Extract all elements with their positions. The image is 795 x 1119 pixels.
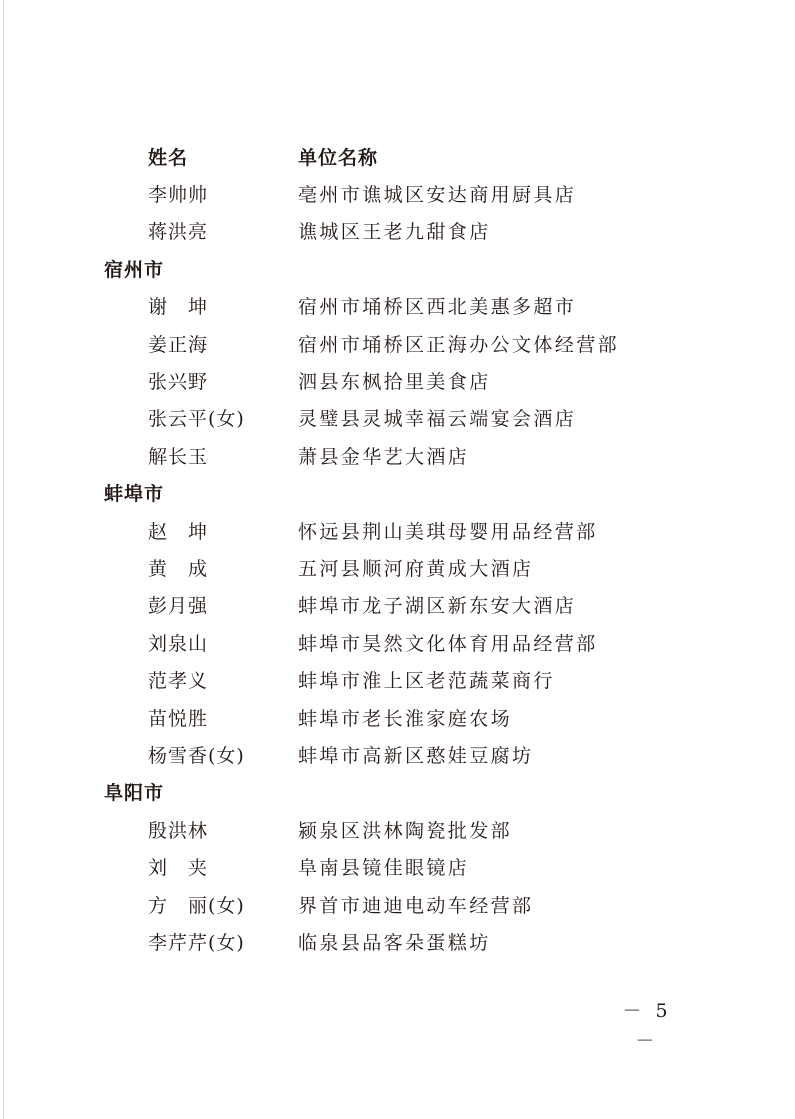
person-name: 杨雪香(女) — [148, 745, 245, 767]
person-name: 姜正海 — [148, 333, 209, 356]
list-item — [0, 439, 795, 476]
city-heading-row — [0, 775, 795, 812]
list-item — [0, 588, 795, 625]
person-name: 苗悦胜 — [148, 707, 209, 730]
person-name: 赵 坤 — [148, 520, 209, 543]
person-name: 张兴野 — [148, 371, 209, 393]
organization-name: 蚌埠市老长淮家庭农场 — [298, 707, 513, 730]
organization-name: 谯城区王老九甜食店 — [298, 221, 491, 244]
city-heading-row — [0, 476, 795, 513]
list-item — [0, 551, 795, 588]
list-item — [0, 888, 795, 925]
list-item — [0, 626, 795, 663]
organization-name: 宿州市埇桥区西北美惠多超市 — [298, 296, 577, 319]
person-name: 蒋洪亮 — [148, 221, 209, 244]
list-item — [0, 514, 795, 551]
organization-name: 临泉县品客朵蛋糕坊 — [298, 932, 491, 954]
organization-name: 五河县顺河府黄成大酒店 — [298, 558, 534, 580]
organization-name: 蚌埠市龙子湖区新东安大酒店 — [298, 595, 577, 618]
city-heading-row — [0, 252, 795, 289]
page-number: － 5 － — [622, 1000, 672, 1052]
list-item — [0, 401, 795, 438]
list-item — [0, 925, 795, 962]
person-name: 殷洪林 — [148, 819, 209, 842]
organization-name: 亳州市谯城区安达商用厨具店 — [298, 184, 577, 206]
organization-name: 泗县东枫拾里美食店 — [298, 371, 491, 393]
list-item — [0, 364, 795, 401]
organization-name: 颍泉区洪林陶瓷批发部 — [298, 819, 513, 842]
person-name: 解长玉 — [148, 445, 209, 468]
person-name: 李帅帅 — [148, 184, 209, 206]
list-item — [0, 289, 795, 326]
city-heading: 宿州市 — [104, 258, 165, 281]
list-item — [0, 177, 795, 214]
name-column-header: 姓名 — [148, 147, 189, 169]
unit-column-header: 单位名称 — [298, 147, 379, 169]
list-item — [0, 327, 795, 364]
organization-name: 界首市迪迪电动车经营部 — [298, 894, 534, 917]
organization-name: 蚌埠市昊然文化体育用品经营部 — [298, 632, 598, 655]
list-item — [0, 701, 795, 738]
city-heading: 蚌埠市 — [104, 483, 165, 506]
person-name: 方 丽(女) — [148, 894, 245, 917]
person-name: 范孝义 — [148, 670, 209, 693]
list-item — [0, 663, 795, 700]
organization-name: 蚌埠市淮上区老范蔬菜商行 — [298, 670, 555, 693]
organization-name: 怀远县荆山美琪母婴用品经营部 — [298, 520, 598, 543]
person-name: 彭月强 — [148, 595, 209, 618]
organization-name: 灵璧县灵城幸福云端宴会酒店 — [298, 408, 577, 431]
organization-name: 阜南县镜佳眼镜店 — [298, 857, 470, 880]
list-item — [0, 214, 795, 251]
organization-name: 宿州市埇桥区正海办公文体经营部 — [298, 333, 620, 356]
list-item — [0, 813, 795, 850]
city-heading: 阜阳市 — [104, 782, 165, 805]
list-item — [0, 738, 795, 775]
person-name: 谢 坤 — [148, 296, 209, 319]
person-name: 张云平(女) — [148, 408, 245, 431]
list-item — [0, 850, 795, 887]
person-name: 刘 夹 — [148, 857, 209, 880]
person-name: 黄 成 — [148, 558, 209, 580]
organization-name: 萧县金华艺大酒店 — [298, 445, 470, 468]
person-name: 李芹芹(女) — [148, 932, 245, 954]
person-name: 刘泉山 — [148, 632, 209, 655]
organization-name: 蚌埠市高新区憨娃豆腐坊 — [298, 745, 534, 767]
table-header-row — [0, 140, 795, 177]
